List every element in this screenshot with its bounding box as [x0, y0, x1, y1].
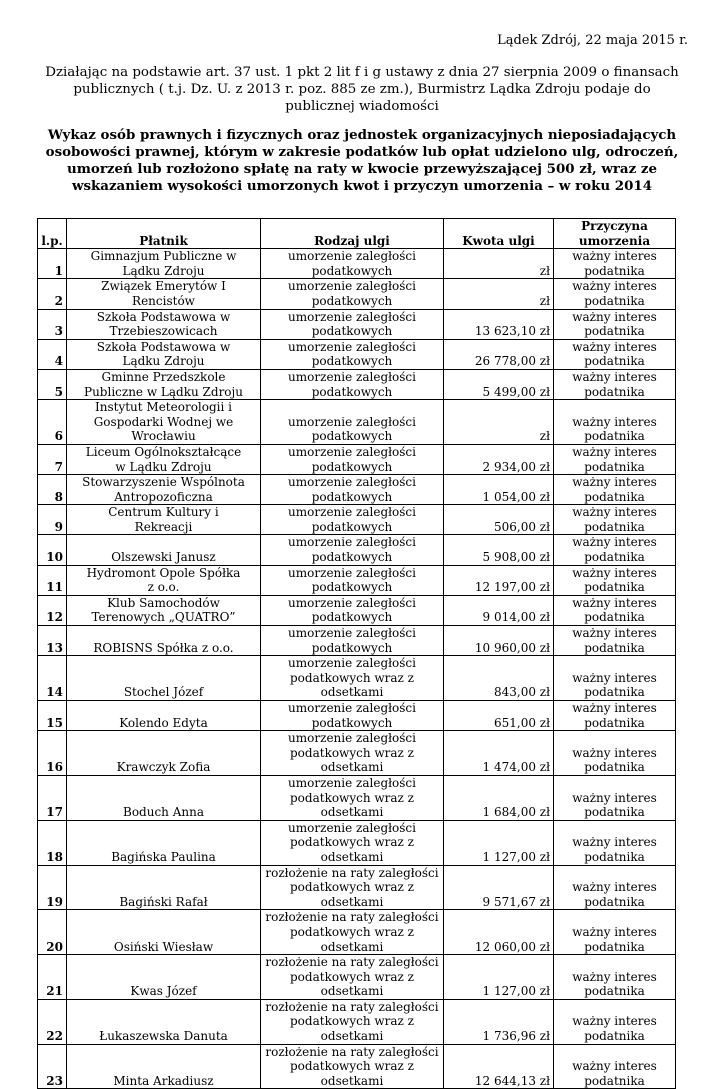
rodzaj-line: podatkowych wraz z — [290, 835, 414, 850]
rodzaj-line: rozłożenie na raty zaległości — [265, 865, 439, 880]
rodzaj-line: umorzenie zaległości — [288, 731, 416, 746]
table-row — [38, 731, 676, 776]
rodzaj-line: umorzenie zaległości — [288, 535, 416, 550]
row-number: 1 — [38, 249, 67, 279]
platnik-line: Związek Emerytów I — [101, 279, 226, 294]
rodzaj-line: umorzenie zaległości — [288, 249, 416, 264]
payer-cell — [67, 475, 261, 505]
payer-cell — [67, 626, 261, 656]
przyczyna-line: podatnika — [584, 640, 645, 655]
rodzaj-line: rozłożenie na raty zaległości — [265, 1044, 439, 1059]
relief-amount: 12 197,00 zł — [444, 565, 554, 595]
przyczyna-line: podatnika — [584, 324, 645, 339]
payer-cell — [67, 565, 261, 595]
table-row — [38, 955, 676, 1000]
relief-amount: 10 960,00 zł — [444, 626, 554, 656]
row-number: 8 — [38, 475, 67, 505]
reason-cell — [554, 656, 676, 701]
row-number: 23 — [38, 1044, 67, 1089]
rodzaj-line: podatkowych — [311, 459, 393, 474]
rodzaj-line: podatkowych — [311, 519, 393, 534]
relief-type-cell — [261, 701, 444, 731]
przyczyna-line: ważny interes — [572, 309, 657, 324]
payer-cell — [67, 999, 261, 1044]
reason-cell — [554, 400, 676, 445]
document-title: Wykaz osób prawnych i fizycznych oraz jednostek organizacyjnych nieposiadających osobowości prawnej, którym w zakresie podatków lub opłat udzielono ulg, odroczeń, umorzeń lub rozłożono spłatę na raty w kwocie przewyższającej 500 zł, wraz ze wskazaniem wysokości umorzonych kwot i przyczyn umorzenia – w roku 2014 — [45, 127, 679, 194]
rodzaj-line: umorzenie zaległości — [288, 701, 416, 715]
relief-type-cell — [261, 249, 444, 279]
reason-cell — [554, 955, 676, 1000]
przyczyna-line: ważny interes — [572, 626, 657, 641]
relief-type-cell — [261, 309, 444, 339]
reason-cell — [554, 626, 676, 656]
rodzaj-line: umorzenie zaległości — [288, 309, 416, 324]
relief-amount: 12 060,00 zł — [444, 910, 554, 955]
relief-amount: 5 499,00 zł — [444, 369, 554, 399]
rodzaj-line: podatkowych — [311, 263, 393, 278]
przyczyna-line: podatnika — [584, 519, 645, 534]
payer-cell — [67, 865, 261, 910]
przyczyna-line: ważny interes — [572, 369, 657, 384]
platnik-line: Osiński Wiesław — [113, 939, 214, 954]
przyczyna-line: ważny interes — [572, 565, 657, 580]
relief-type-cell — [261, 444, 444, 474]
row-number: 18 — [38, 820, 67, 865]
row-number: 19 — [38, 865, 67, 910]
relief-amount: 13 623,10 zł — [444, 309, 554, 339]
relief-type-cell — [261, 865, 444, 910]
platnik-line: Bagińska Paulina — [111, 849, 216, 864]
relief-type-cell — [261, 595, 444, 625]
reason-cell — [554, 775, 676, 820]
przyczyna-line: ważny interes — [572, 414, 657, 429]
rodzaj-line: umorzenie zaległości — [288, 595, 416, 610]
reason-cell — [554, 865, 676, 910]
przyczyna-line: podatnika — [584, 489, 645, 504]
rodzaj-line: umorzenie zaległości — [288, 444, 416, 459]
rodzaj-line: podatkowych wraz z odsetkami — [290, 924, 414, 954]
table-row — [38, 249, 676, 279]
relief-type-cell — [261, 775, 444, 820]
relief-amount: zł — [444, 249, 554, 279]
reason-cell — [554, 505, 676, 535]
relief-type-cell — [261, 475, 444, 505]
table-row — [38, 535, 676, 565]
table-row — [38, 656, 676, 701]
rodzaj-line: odsetkami — [320, 805, 384, 820]
payer-cell — [67, 775, 261, 820]
platnik-line: Rencistów — [132, 293, 195, 308]
relief-type-cell — [261, 565, 444, 595]
przyczyna-line: ważny interes — [572, 880, 657, 895]
rodzaj-line: podatkowych — [311, 550, 393, 565]
platnik-line: Stowarzyszenie Wspólnota — [82, 475, 245, 490]
platnik-line: Gminne Przedszkole — [101, 369, 226, 384]
rodzaj-line: podatkowych — [311, 354, 393, 369]
reason-cell — [554, 279, 676, 309]
relief-amount: 26 778,00 zł — [444, 339, 554, 369]
rodzaj-line: rozłożenie na raty zaległości — [265, 955, 439, 970]
przyczyna-line: podatnika — [584, 293, 645, 308]
reason-cell — [554, 249, 676, 279]
relief-type-cell — [261, 626, 444, 656]
payer-cell — [67, 309, 261, 339]
rodzaj-line: umorzenie zaległości — [288, 626, 416, 641]
platnik-line: Hydromont Opole Spółka — [86, 565, 241, 580]
table-row — [38, 339, 676, 369]
przyczyna-line: podatnika — [584, 354, 645, 369]
row-number: 12 — [38, 595, 67, 625]
platnik-line: Kwas Józef — [130, 984, 197, 999]
relief-amount: 843,00 zł — [444, 656, 554, 701]
przyczyna-line: ważny interes — [572, 1059, 657, 1074]
przyczyna-line: podatnika — [584, 984, 645, 999]
platnik-line: Boduch Anna — [123, 805, 204, 820]
row-number: 6 — [38, 400, 67, 445]
relief-amount: zł — [444, 279, 554, 309]
relief-type-cell — [261, 279, 444, 309]
payer-cell — [67, 369, 261, 399]
relief-table — [37, 218, 676, 1089]
przyczyna-line: podatnika — [584, 894, 645, 909]
payer-cell — [67, 400, 261, 445]
reason-cell — [554, 369, 676, 399]
relief-amount: zł — [444, 400, 554, 445]
relief-amount: 1 474,00 zł — [444, 731, 554, 776]
table-row — [38, 820, 676, 865]
table-row — [38, 865, 676, 910]
przyczyna-line: ważny interes — [572, 1014, 657, 1029]
reason-cell — [554, 309, 676, 339]
przyczyna-line: podatnika — [584, 610, 645, 625]
platnik-line: Szkoła Podstawowa w — [96, 339, 231, 354]
platnik-line: Minta Arkadiusz — [113, 1073, 214, 1088]
relief-type-cell — [261, 656, 444, 701]
column-header: l.p. — [38, 219, 67, 249]
rodzaj-line: podatkowych wraz z odsetkami — [290, 1014, 414, 1044]
payer-cell — [67, 701, 261, 731]
przyczyna-line: ważny interes — [572, 924, 657, 939]
platnik-line: Łukaszewska Danuta — [99, 1029, 228, 1044]
payer-cell — [67, 249, 261, 279]
rodzaj-line: umorzenie zaległości — [288, 505, 416, 520]
row-number: 3 — [38, 309, 67, 339]
column-header: Płatnik — [67, 219, 261, 249]
przyczyna-line: ważny interes — [572, 279, 657, 294]
relief-type-cell — [261, 400, 444, 445]
reason-cell — [554, 999, 676, 1044]
rodzaj-line: podatkowych wraz z odsetkami — [290, 1059, 414, 1088]
rodzaj-line: umorzenie zaległości — [288, 414, 416, 429]
payer-cell — [67, 731, 261, 776]
relief-amount: 506,00 zł — [444, 505, 554, 535]
reason-cell — [554, 339, 676, 369]
rodzaj-line: podatkowych — [311, 580, 393, 595]
platnik-line: w Lądku Zdroju — [115, 459, 212, 474]
przyczyna-line: ważny interes — [572, 595, 657, 610]
rodzaj-line: umorzenie zaległości — [288, 475, 416, 490]
table-row — [38, 505, 676, 535]
platnik-line: Szkoła Podstawowa w — [96, 309, 231, 324]
payer-cell — [67, 656, 261, 701]
relief-amount: 9 014,00 zł — [444, 595, 554, 625]
przyczyna-line: podatnika — [584, 1073, 645, 1088]
rodzaj-line: umorzenie zaległości — [288, 656, 416, 671]
column-header: Rodzaj ulgi — [261, 219, 444, 249]
reason-cell — [554, 1044, 676, 1089]
rodzaj-line: podatkowych wraz z odsetkami — [290, 969, 414, 999]
payer-cell — [67, 339, 261, 369]
przyczyna-line: podatnika — [584, 805, 645, 820]
relief-type-cell — [261, 910, 444, 955]
table-row — [38, 775, 676, 820]
rodzaj-line: rozłożenie na raty zaległości — [265, 910, 439, 925]
table-row — [38, 565, 676, 595]
relief-amount: 9 571,67 zł — [444, 865, 554, 910]
rodzaj-line: odsetkami — [320, 760, 384, 775]
przyczyna-line: ważny interes — [572, 535, 657, 550]
relief-type-cell — [261, 535, 444, 565]
przyczyna-line: podatnika — [584, 849, 645, 864]
platnik-line: z o.o. — [147, 580, 180, 595]
przyczyna-line: ważny interes — [572, 701, 657, 715]
row-number: 22 — [38, 999, 67, 1044]
przyczyna-line: podatnika — [584, 715, 645, 730]
row-number: 13 — [38, 626, 67, 656]
platnik-line: ROBISNS Spółka z o.o. — [93, 640, 234, 655]
reason-cell — [554, 595, 676, 625]
platnik-line: Lądku Zdroju — [122, 263, 205, 278]
platnik-line: Trzebieszowicach — [109, 324, 218, 339]
rodzaj-line: podatkowych wraz z — [290, 670, 414, 685]
row-number: 10 — [38, 535, 67, 565]
table-row — [38, 910, 676, 955]
relief-type-cell — [261, 820, 444, 865]
row-number: 7 — [38, 444, 67, 474]
reason-cell — [554, 565, 676, 595]
relief-amount: 1 736,96 zł — [444, 999, 554, 1044]
table-row — [38, 369, 676, 399]
table-row — [38, 444, 676, 474]
przyczyna-line: podatnika — [584, 459, 645, 474]
rodzaj-line: umorzenie zaległości — [288, 820, 416, 835]
relief-type-cell — [261, 339, 444, 369]
payer-cell — [67, 279, 261, 309]
przyczyna-line: ważny interes — [572, 790, 657, 805]
relief-amount: 1 127,00 zł — [444, 820, 554, 865]
reason-cell — [554, 444, 676, 474]
relief-amount: 2 934,00 zł — [444, 444, 554, 474]
table-row — [38, 701, 676, 731]
table-body — [38, 249, 676, 1089]
payer-cell — [67, 820, 261, 865]
relief-type-cell — [261, 999, 444, 1044]
relief-amount: 651,00 zł — [444, 701, 554, 731]
platnik-line: Gospodarki Wodnej we — [93, 414, 234, 429]
rodzaj-line: podatkowych — [311, 640, 393, 655]
row-number: 20 — [38, 910, 67, 955]
reason-cell — [554, 731, 676, 776]
row-number: 15 — [38, 701, 67, 731]
rodzaj-line: odsetkami — [320, 849, 384, 864]
reason-cell — [554, 910, 676, 955]
platnik-line: Kolendo Edyta — [119, 715, 208, 730]
row-number: 9 — [38, 505, 67, 535]
table-row — [38, 400, 676, 445]
table-row — [38, 595, 676, 625]
przyczyna-line: ważny interes — [572, 835, 657, 850]
column-header: Kwota ulgi — [444, 219, 554, 249]
reason-cell — [554, 475, 676, 505]
przyczyna-line: podatnika — [584, 550, 645, 565]
row-number: 2 — [38, 279, 67, 309]
rodzaj-line: podatkowych wraz z odsetkami — [290, 880, 414, 909]
przyczyna-line: podatnika — [584, 384, 645, 399]
payer-cell — [67, 910, 261, 955]
relief-type-cell — [261, 1044, 444, 1089]
intro-paragraph: Działając na podstawie art. 37 ust. 1 pkt 2 lit f i g ustawy z dnia 27 sierpnia 2009 o finansach publicznych ( t.j. Dz. U. z 2013 r. poz. 885 ze zm.), Burmistrz Lądka Zdroju podaje do publicznej wiadomości — [45, 65, 679, 114]
row-number: 21 — [38, 955, 67, 1000]
przyczyna-line: podatnika — [584, 685, 645, 700]
rodzaj-line: podatkowych — [311, 489, 393, 504]
payer-cell — [67, 535, 261, 565]
przyczyna-line: ważny interes — [572, 670, 657, 685]
rodzaj-line: odsetkami — [320, 685, 384, 700]
relief-amount: 5 908,00 zł — [444, 535, 554, 565]
row-number: 11 — [38, 565, 67, 595]
rodzaj-line: podatkowych — [311, 715, 393, 730]
table-header-row — [38, 219, 676, 249]
rodzaj-line: umorzenie zaległości — [288, 339, 416, 354]
przyczyna-line: podatnika — [584, 429, 645, 444]
payer-cell — [67, 505, 261, 535]
przyczyna-line: podatnika — [584, 1029, 645, 1044]
platnik-line: Publiczne w Lądku Zdroju — [84, 384, 243, 399]
document-date: Lądek Zdrój, 22 maja 2015 r. — [497, 33, 688, 48]
reason-cell — [554, 701, 676, 731]
row-number: 17 — [38, 775, 67, 820]
table-row — [38, 475, 676, 505]
payer-cell — [67, 1044, 261, 1089]
table-row — [38, 999, 676, 1044]
table-row — [38, 626, 676, 656]
relief-type-cell — [261, 369, 444, 399]
table-row — [38, 279, 676, 309]
rodzaj-line: podatkowych — [311, 610, 393, 625]
przyczyna-line: podatnika — [584, 939, 645, 954]
relief-amount: 1 127,00 zł — [444, 955, 554, 1000]
platnik-line: Stochel Józef — [123, 685, 204, 700]
relief-type-cell — [261, 955, 444, 1000]
przyczyna-line: ważny interes — [572, 444, 657, 459]
platnik-line: Terenowych „QUATRO” — [91, 610, 236, 625]
platnik-line: Centrum Kultury i — [108, 505, 219, 520]
platnik-line: Gimnazjum Publiczne w — [90, 249, 237, 264]
platnik-line: Krawczyk Zofia — [116, 760, 211, 775]
platnik-line: Liceum Ogólnokształcące — [85, 444, 242, 459]
relief-amount: 1 684,00 zł — [444, 775, 554, 820]
przyczyna-line: ważny interes — [572, 969, 657, 984]
row-number: 5 — [38, 369, 67, 399]
payer-cell — [67, 444, 261, 474]
reason-cell — [554, 535, 676, 565]
rodzaj-line: rozłożenie na raty zaległości — [265, 999, 439, 1014]
rodzaj-line: umorzenie zaległości — [288, 565, 416, 580]
platnik-line: Rekreacji — [134, 519, 193, 534]
table-row — [38, 1044, 676, 1089]
rodzaj-line: podatkowych — [311, 384, 393, 399]
column-header: Przyczyna umorzenia — [554, 219, 676, 249]
platnik-line: Instytut Meteorologii i — [95, 400, 232, 415]
platnik-line: Antropozoficzna — [114, 489, 213, 504]
row-number: 16 — [38, 731, 67, 776]
rodzaj-line: umorzenie zaległości — [288, 279, 416, 294]
platnik-line: Olszewski Janusz — [111, 550, 216, 565]
rodzaj-line: umorzenie zaległości — [288, 369, 416, 384]
przyczyna-line: ważny interes — [572, 745, 657, 760]
payer-cell — [67, 595, 261, 625]
relief-type-cell — [261, 731, 444, 776]
platnik-line: Lądku Zdroju — [122, 354, 205, 369]
relief-type-cell — [261, 505, 444, 535]
payer-cell — [67, 955, 261, 1000]
rodzaj-line: podatkowych — [311, 293, 393, 308]
platnik-line: Klub Samochodów — [107, 595, 220, 610]
przyczyna-line: ważny interes — [572, 339, 657, 354]
przyczyna-line: podatnika — [584, 760, 645, 775]
relief-amount: 12 644,13 zł — [444, 1044, 554, 1089]
przyczyna-line: ważny interes — [572, 249, 657, 264]
rodzaj-line: podatkowych wraz z — [290, 790, 414, 805]
przyczyna-line: podatnika — [584, 263, 645, 278]
row-number: 14 — [38, 656, 67, 701]
rodzaj-line: podatkowych wraz z — [290, 745, 414, 760]
przyczyna-line: ważny interes — [572, 475, 657, 490]
row-number: 4 — [38, 339, 67, 369]
platnik-line: Wrocławiu — [131, 429, 196, 444]
przyczyna-line: ważny interes — [572, 505, 657, 520]
rodzaj-line: podatkowych — [311, 324, 393, 339]
przyczyna-line: podatnika — [584, 580, 645, 595]
relief-amount: 1 054,00 zł — [444, 475, 554, 505]
table-row — [38, 309, 676, 339]
rodzaj-line: podatkowych — [311, 429, 393, 444]
platnik-line: Bagiński Rafał — [119, 894, 208, 909]
rodzaj-line: umorzenie zaległości — [288, 775, 416, 790]
reason-cell — [554, 820, 676, 865]
